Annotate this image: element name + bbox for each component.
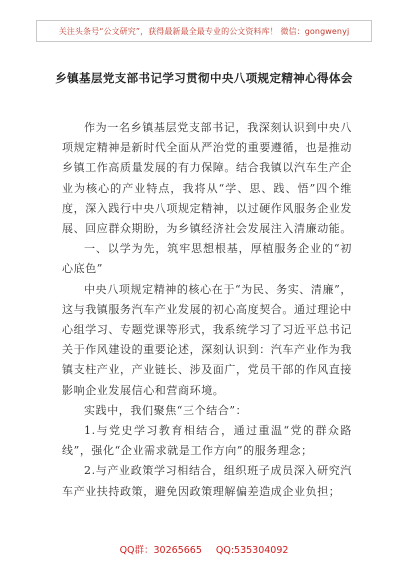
list-item-1: 1.与党史学习教育相结合，通过重温“党的群众路线”，强化“企业需求就是工作方向”的服务理念； bbox=[62, 424, 352, 458]
header-banner-box bbox=[36, 20, 372, 42]
section-heading-1: 一、以学为先，筑牢思想根基，厚植服务企业的“初心底色” bbox=[62, 242, 352, 276]
list-item-2: 2.与产业政策学习相结合，组织班子成员深入研究汽车产业扶持政策，避免因政策理解偏差造成企业负担； bbox=[62, 464, 352, 498]
document-body bbox=[62, 118, 352, 502]
footer-qq-group: QQ群：30265665 bbox=[119, 545, 202, 556]
footer-qq: QQ:535304092 bbox=[215, 545, 289, 556]
header-banner-text: 关注头条号“公文研究”，获得最新最全最专业的公文资料库！ 微信：gongwenyj bbox=[58, 27, 350, 36]
paragraph-practice: 实践中，我们聚焦“三个结合”： bbox=[84, 403, 248, 417]
paragraph-intro: 作为一名乡镇基层党支部书记，我深刻认识到中央八项规定精神是新时代全面从严治党的重要遵循，也是推动乡镇工作高质量发展的有力保障。结合我镇以汽车生产企业为核心的产业特点，我将从“学、思、践、悟”四个维度，深入践行中央八项规定精神，以过硬作风服务企业发展、回应群众期盼，为乡镇经济社会发展注入清廉动能。 bbox=[62, 121, 352, 236]
document-title: 乡镇基层党支部书记学习贯彻中央八项规定精神心得体会 bbox=[55, 71, 353, 85]
paragraph-section-1: 中央八项规定精神的核心在于“为民、务实、清廉”，这与我镇服务汽车产业发展的初心高度契合。通过理论中心组学习、专题党课等形式，我系统学习了习近平总书记关于作风建设的重要论述，深刻认识到：汽车产业作为我镇支柱产业，产业链长、涉及面广，党员干部的作风直接影响企业发展信心和营商环境。 bbox=[62, 282, 352, 397]
footer bbox=[0, 542, 408, 556]
